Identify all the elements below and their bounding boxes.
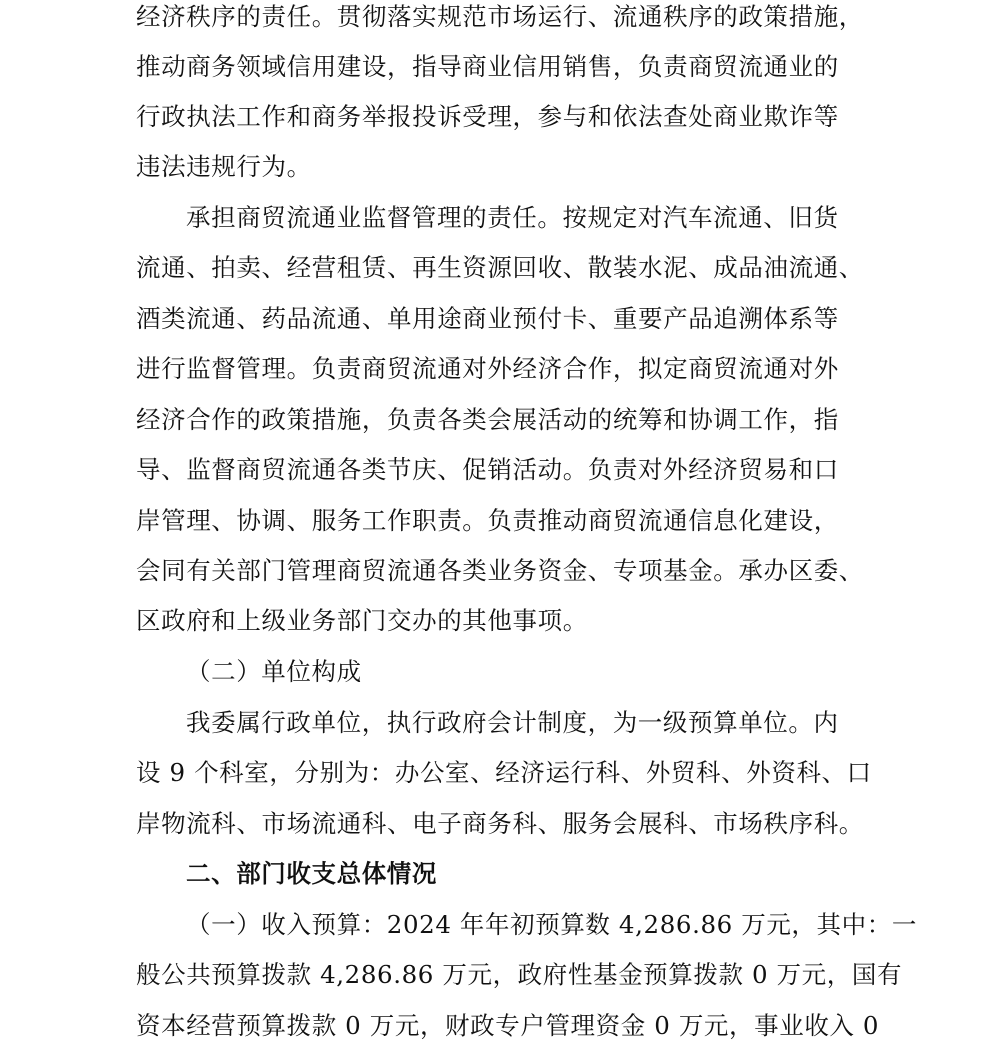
paragraph-line: 区政府和上级业务部门交办的其他事项。 [136, 606, 588, 635]
paragraph-line: 进行监督管理。负责商贸流通对外经济合作，拟定商贸流通对外 [136, 354, 839, 383]
paragraph-line: 经济秩序的责任。贯彻落实规范市场运行、流通秩序的政策措施， [136, 2, 864, 31]
paragraph-line: 岸管理、协调、服务工作职责。负责推动商贸流通信息化建设， [136, 506, 839, 535]
paragraph-line: 设 9 个科室，分别为：办公室、经济运行科、外贸科、外资科、口 [136, 758, 872, 787]
section-subheading: （二）单位构成 [186, 657, 362, 686]
paragraph-line: 经济合作的政策措施，负责各类会展活动的统筹和协调工作，指 [136, 405, 839, 434]
paragraph-line: 般公共预算拨款 4,286.86 万元，政府性基金预算拨款 0 万元，国有 [136, 960, 903, 989]
paragraph-line: 会同有关部门管理商贸流通各类业务资金、专项基金。承办区委、 [136, 556, 864, 585]
paragraph-line: 承担商贸流通业监督管理的责任。按规定对汽车流通、旧货 [186, 203, 839, 232]
paragraph-line: 违法违规行为。 [136, 152, 312, 181]
section-heading: 二、部门收支总体情况 [186, 859, 437, 888]
paragraph-line: 流通、拍卖、经营租赁、再生资源回收、散装水泥、成品油流通、 [136, 253, 864, 282]
paragraph-line: 岸物流科、市场流通科、电子商务科、服务会展科、市场秩序科。 [136, 809, 864, 838]
paragraph-line: 行政执法工作和商务举报投诉受理，参与和依法查处商业欺诈等 [136, 102, 839, 131]
paragraph-line: 酒类流通、药品流通、单用途商业预付卡、重要产品追溯体系等 [136, 304, 839, 333]
paragraph-line: 导、监督商贸流通各类节庆、促销活动。负责对外经济贸易和口 [136, 455, 839, 484]
paragraph-line: 我委属行政单位，执行政府会计制度，为一级预算单位。内 [186, 708, 839, 737]
paragraph-line: （一）收入预算：2024 年年初预算数 4,286.86 万元，其中：一 [186, 910, 917, 939]
paragraph-line: 资本经营预算拨款 0 万元，财政专户管理资金 0 万元，事业收入 0 [136, 1011, 880, 1040]
paragraph-line: 推动商务领域信用建设，指导商业信用销售，负责商贸流通业的 [136, 52, 839, 81]
